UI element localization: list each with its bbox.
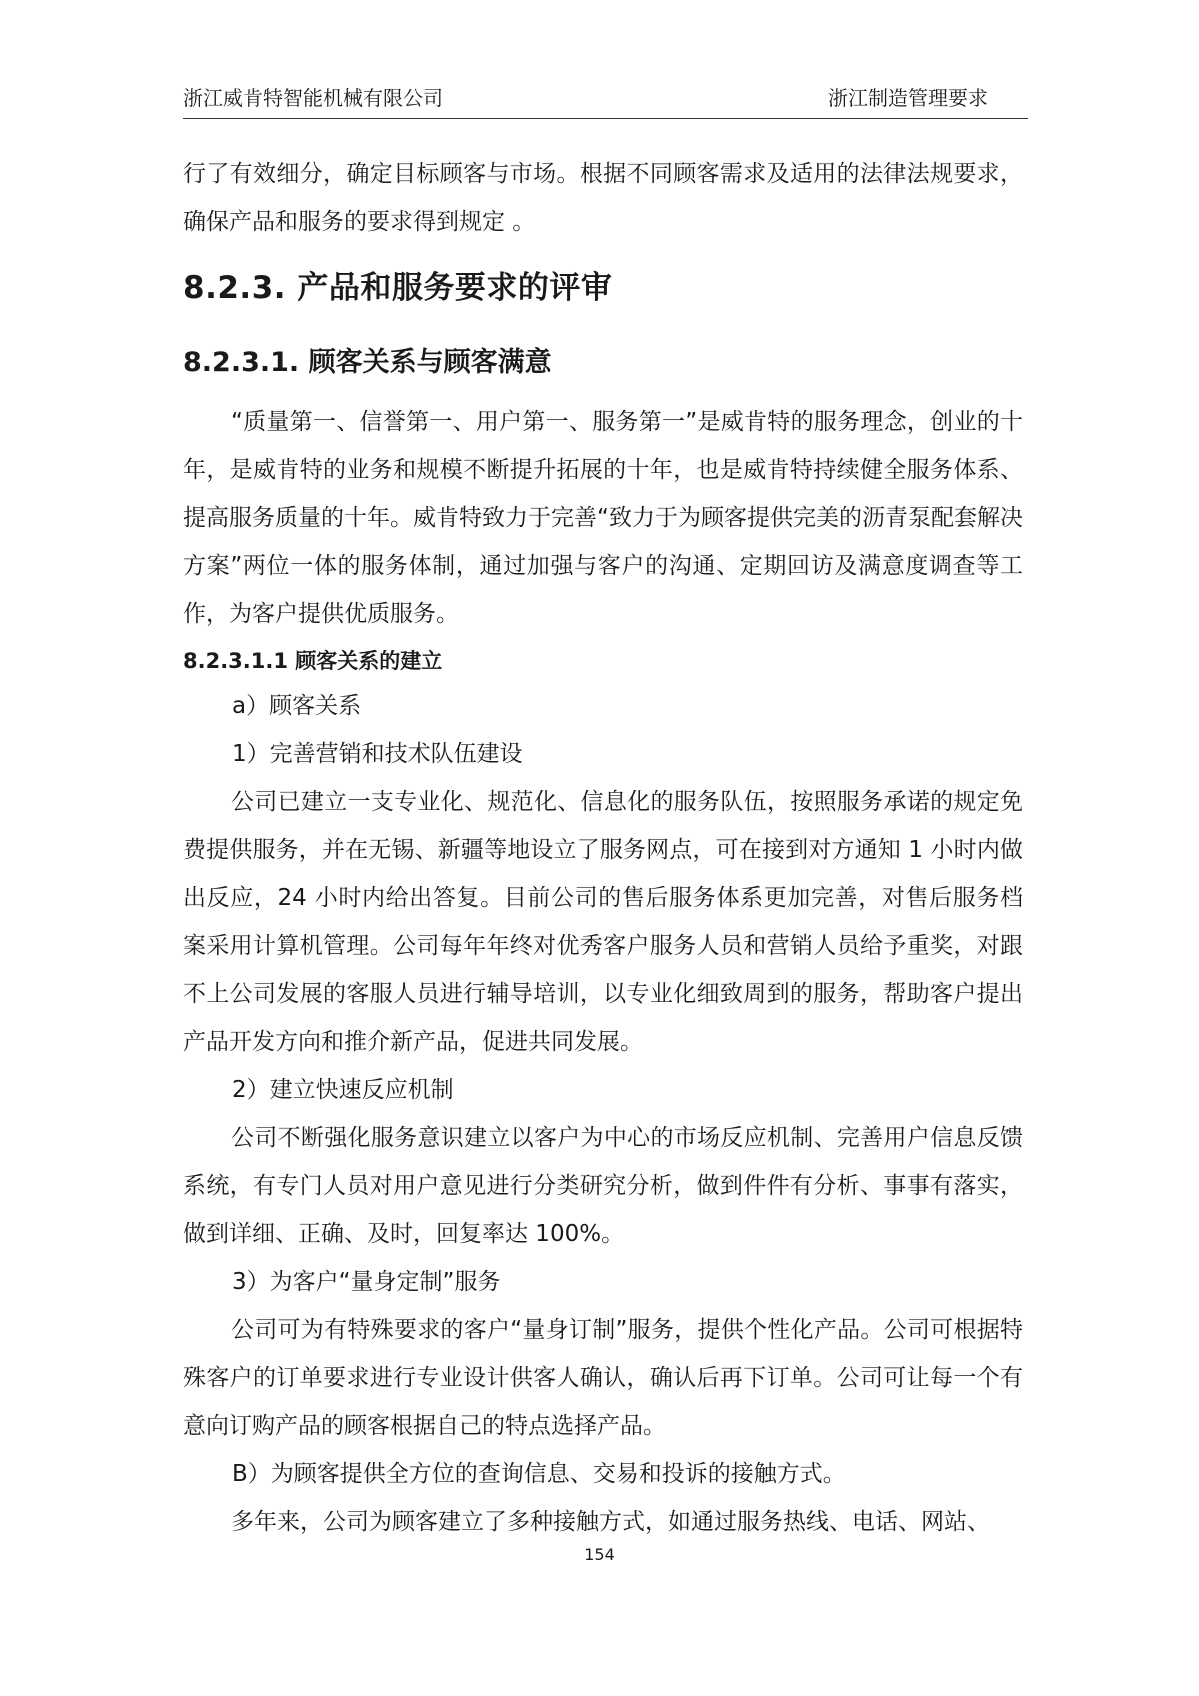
paragraph-2: 公司不断强化服务意识建立以客户为中心的市场反应机制、完善用户信息反馈系统，有专门人员对用户意见进行分类研究分析，做到件件有分析、事事有落实，做到详细、正确、及时，回复率达 100%。 [183, 1125, 1023, 1247]
list-item-1: 1）完善营销和技术队伍建设 [232, 741, 523, 767]
header-company-name: 浙江威肯特智能机械有限公司 [183, 86, 443, 110]
page-header [183, 78, 1028, 119]
paragraph-1: 公司已建立一支专业化、规范化、信息化的服务队伍，按照服务承诺的规定免费提供服务，并在无锡、新疆等地设立了服务网点，可在接到对方通知 1 小时内做出反应，24 小时内给出答复。目前公司的售后服务体系更加完善，对售后服务档案采用计算机管理。公司每年年终对优秀客户服务人员和营销人员给予重奖，对跟不上公司发展的客服人员进行辅导培训，以专业化细致周到的服务，帮助客户提出产品开发方向和推介新产品，促进共同发展。 [183, 789, 1023, 1055]
intro-paragraph: “质量第一、信誉第一、用户第一、服务第一”是威肯特的服务理念，创业的十年，是威肯特的业务和规模不断提升拓展的十年，也是威肯特持续健全服务体系、提高服务质量的十年。威肯特致力于完善“致力于为顾客提供完美的沥青泵配套解决方案”两位一体的服务体制，通过加强与客户的沟通、定期回访及满意度调查等工作，为客户提供优质服务。 [183, 409, 1023, 627]
list-item-2: 2）建立快速反应机制 [232, 1077, 454, 1103]
subsubsection-heading: 8.2.3.1.1 顾客关系的建立 [183, 649, 443, 673]
list-item-3: 3）为客户“量身定制”服务 [232, 1269, 501, 1295]
section-heading: 8.2.3. 产品和服务要求的评审 [183, 270, 613, 306]
page-number: 154 [584, 1545, 615, 1564]
paragraph-4: 多年来，公司为顾客建立了多种接触方式，如通过服务热线、电话、网站、 [231, 1509, 990, 1535]
subsection-heading: 8.2.3.1. 顾客关系与顾客满意 [183, 347, 552, 378]
continuation-paragraph: 行了有效细分，确定目标顾客与市场。根据不同顾客需求及适用的法律法规要求，确保产品和服务的要求得到规定 。 [183, 161, 1023, 235]
list-item-b: B）为顾客提供全方位的查询信息、交易和投诉的接触方式。 [232, 1461, 846, 1487]
list-item-a: a）顾客关系 [232, 693, 362, 719]
header-document-title: 浙江制造管理要求 [828, 86, 988, 110]
paragraph-3: 公司可为有特殊要求的客户“量身订制”服务，提供个性化产品。公司可根据特殊客户的订单要求进行专业设计供客人确认，确认后再下订单。公司可让每一个有意向订购产品的顾客根据自己的特点选择产品。 [183, 1317, 1023, 1439]
